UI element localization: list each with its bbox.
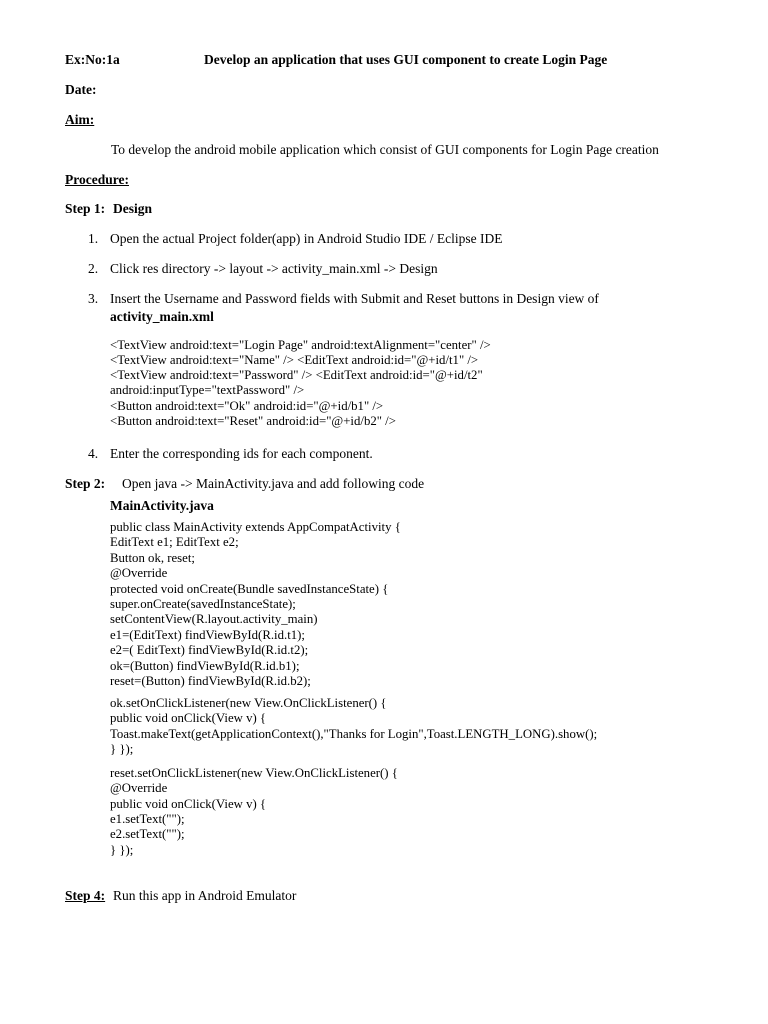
code-line: Toast.makeText(getApplicationContext(),"Thanks for Login",Toast.LENGTH_LONG).show(); [110, 727, 598, 741]
code-line: public void onClick(View v) { [110, 797, 267, 811]
step4-text: Run this app in Android Emulator [113, 888, 297, 903]
list-number: 4. [88, 446, 99, 461]
step1-label: Step 1: [65, 201, 106, 216]
step2-text: Open java -> MainActivity.java and add following code [122, 476, 425, 491]
list-number: 1. [88, 231, 99, 246]
step2-label: Step 2: [65, 476, 106, 491]
code-line: setContentView(R.layout.activity_main) [110, 612, 318, 626]
procedure-label: Procedure: [65, 172, 129, 187]
code-line: e2=( EditText) findViewById(R.id.t2); [110, 643, 309, 657]
list-item: Enter the corresponding ids for each component. [110, 446, 373, 461]
xml-line: android:inputType="textPassword" /> [110, 383, 305, 397]
xml-line: <TextView android:text="Name" /> <EditText android:id="@+id/t1" /> [110, 353, 479, 367]
date-label: Date: [65, 82, 97, 97]
step1-title: Design [113, 201, 153, 216]
code-line: public void onClick(View v) { [110, 711, 267, 725]
xml-line: <TextView android:text="Login Page" android:textAlignment="center" /> [110, 338, 491, 352]
xml-line: <Button android:text="Ok" android:id="@+id/b1" /> [110, 399, 384, 413]
code-line: reset.setOnClickListener(new View.OnClickListener() { [110, 766, 398, 780]
code-line: public class MainActivity extends AppCompatActivity { [110, 520, 401, 534]
exercise-number: Ex:No:1a [65, 52, 120, 67]
list-item-filename: activity_main.xml [110, 309, 214, 324]
page-title: Develop an application that uses GUI component to create Login Page [204, 52, 608, 67]
code-line: e2.setText(""); [110, 827, 185, 841]
aim-text: To develop the android mobile application which consist of GUI components for Login Page creation [111, 142, 659, 157]
code-line: protected void onCreate(Bundle savedInstanceState) { [110, 582, 389, 596]
code-line: ok=(Button) findViewById(R.id.b1); [110, 659, 300, 673]
list-item: Click res directory -> layout -> activity_main.xml -> Design [110, 261, 438, 276]
list-item: Insert the Username and Password fields with Submit and Reset buttons in Design view of [110, 291, 599, 306]
list-item: Open the actual Project folder(app) in Android Studio IDE / Eclipse IDE [110, 231, 503, 246]
xml-line: <Button android:text="Reset" android:id="@+id/b2" /> [110, 414, 396, 428]
list-number: 2. [88, 261, 99, 276]
code-file-title: MainActivity.java [110, 498, 214, 513]
code-line: e1.setText(""); [110, 812, 185, 826]
code-line: @Override [110, 566, 168, 580]
step4-label: Step 4: [65, 888, 106, 903]
code-line: reset=(Button) findViewById(R.id.b2); [110, 674, 311, 688]
list-number: 3. [88, 291, 99, 306]
code-line: } }); [110, 742, 134, 756]
code-line: e1=(EditText) findViewById(R.id.t1); [110, 628, 305, 642]
xml-line: <TextView android:text="Password" /> <EditText android:id="@+id/t2" [110, 368, 483, 382]
code-line: @Override [110, 781, 168, 795]
aim-label: Aim: [65, 112, 95, 127]
code-line: Button ok, reset; [110, 551, 195, 565]
code-line: ok.setOnClickListener(new View.OnClickListener() { [110, 696, 387, 710]
code-line: EditText e1; EditText e2; [110, 535, 239, 549]
code-line: super.onCreate(savedInstanceState); [110, 597, 296, 611]
code-line: } }); [110, 843, 134, 857]
